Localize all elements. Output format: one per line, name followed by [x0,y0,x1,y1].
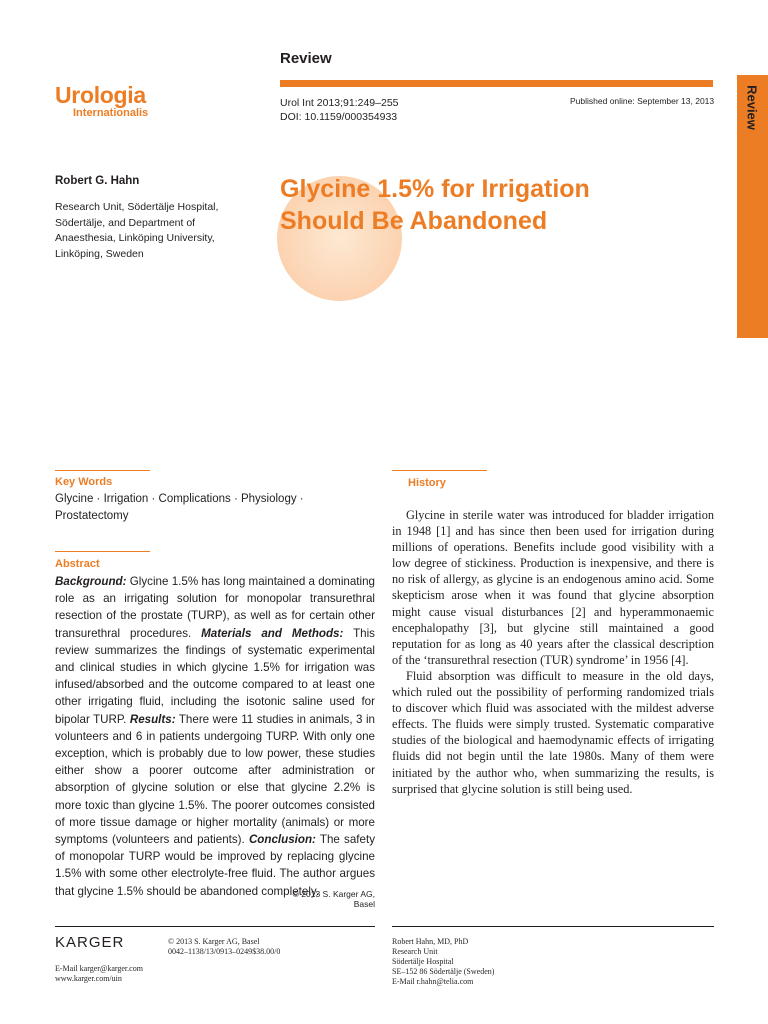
history-body [392,507,714,797]
history-heading: History [408,477,446,489]
article-title [280,173,720,237]
journal-logo-sub: Internationalis [73,107,149,119]
doi: DOI: 10.1159/000354933 [280,111,398,123]
abstract-conclusion-label: Conclusion: [248,833,316,847]
title-line-1: Glycine 1.5% for Irrigation [280,175,590,203]
abstract-rule [55,551,150,552]
correspondence-unit: Research Unit [392,947,438,956]
citation-block [280,96,399,124]
correspondence-hospital: Södertälje Hospital [392,957,454,966]
abstract-methods-label: Materials and Methods: [201,626,344,640]
abstract-background-text: Glycine 1.5% has long maintained a dominating role as an irrigating solution for monopolar transurethral resection of the prostate (TURP), as well as for certain other transurethral procedures. [55,575,375,640]
abstract-background-label: Background: [55,575,127,588]
author-name: Robert G. Hahn [55,175,140,187]
footer-rule-right [392,926,714,927]
abstract-body [55,573,375,900]
header-rule [280,80,713,87]
correspondence-email[interactable]: E-Mail r.hahn@telia.com [392,977,474,986]
review-side-tab [737,75,768,338]
footer-copyright: © 2013 S. Karger AG, Basel [168,937,260,946]
abstract-copyright: © 2013 S. Karger AG, Basel [292,889,375,909]
abstract-methods-text: This review summarizes the findings of systematic experimental and clinical studies in which glycine 1.5% for irrigation was infused/absorbed and the outcome compared to at least one other irrigating fluid, including the isotonic saline used for bipolar TURP. [55,626,375,726]
abstract-conclusion-text: The safety of monopolar TURP would be improved by replacing glycine 1.5% with some other electrolyte-free fluid. The author argues that glycine 1.5% should be abandoned completely. [55,833,375,898]
journal-logo-name: Urologia [55,82,146,108]
history-rule [392,470,487,471]
citation: Urol Int 2013;91:249–255 [280,97,399,109]
title-line-2: Should Be Abandoned [280,207,548,235]
correspondence-city: SE–152 86 Södertälje (Sweden) [392,967,495,976]
karger-logo: KARGER [55,934,125,951]
footer-copyright-block [168,937,280,957]
footer-contact-publisher [55,964,143,984]
abstract-heading: Abstract [55,558,100,570]
history-paragraph-2: Fluid absorption was difficult to measure in the old days, which ruled out the possibility of performing randomized trials to discover which fluid was associated with the mildest adverse effects. The fluids were simply trusted. Systematic comparative studies of the biological and haemodynamic effects of irrigating fluids did not begin until the late 1980s. Many of them were initiated by the author who, when summarizing the results, is surprised that glycine solution is still being used. [392,668,714,796]
keywords-text: Glycine · Irrigation · Complications · Physiology · Prostatectomy [55,493,304,522]
publisher-web[interactable]: www.karger.com/uin [55,974,122,983]
abstract-results-text: There were 11 studies in animals, 3 in volunteers and 6 in patients undergoing TURP. With only one exception, which is probably due to low power, these studies either show a poorer outcome after administration or absorption of glycine solution or else that glycine 2.2% is more toxic than glycine 1.5%. The poorer outcomes consisted of more tissue damage or higher mortality (animals) or more symptoms (volunteers and patients). [55,712,375,847]
abstract-results-label: Results: [129,712,176,726]
footer-issn: 0042–1138/13/0913–0249$38.00/0 [168,947,281,956]
section-label: Review [280,50,332,67]
history-paragraph-1: Glycine in sterile water was introduced for bladder irrigation in 1948 [1] and has since then been used for irrigation during millions of operations. Benefits include good visibility with a low degree of stickiness. Production is inexpensive, and there is no risk of allergy, as glycine is an endogenous amino acid. Some skepticism arose when it was found that glycine absorption might cause visual disturbances [2] and hyperammonaemic encephalopathy [3], but glycine still maintained a good reputation for as long as 40 years after the classical description of the ‘transurethral resection (TUR) syndrome’ in 1956 [4]. [392,508,714,667]
keywords-heading: Key Words [55,476,113,488]
correspondence-name: Robert Hahn, MD, PhD [392,937,469,946]
footer-rule-left [55,926,375,927]
published-date: Published online: September 13, 2013 [570,96,715,106]
keywords-rule [55,470,150,471]
correspondence-block [392,937,494,987]
publisher-email[interactable]: E-Mail karger@karger.com [55,964,143,973]
side-tab-label: Review [744,85,760,130]
author-affiliation: Research Unit, Södertälje Hospital, Södertälje, and Department of Anaesthesia, Linköping University, Linköping, Sweden [55,201,219,260]
